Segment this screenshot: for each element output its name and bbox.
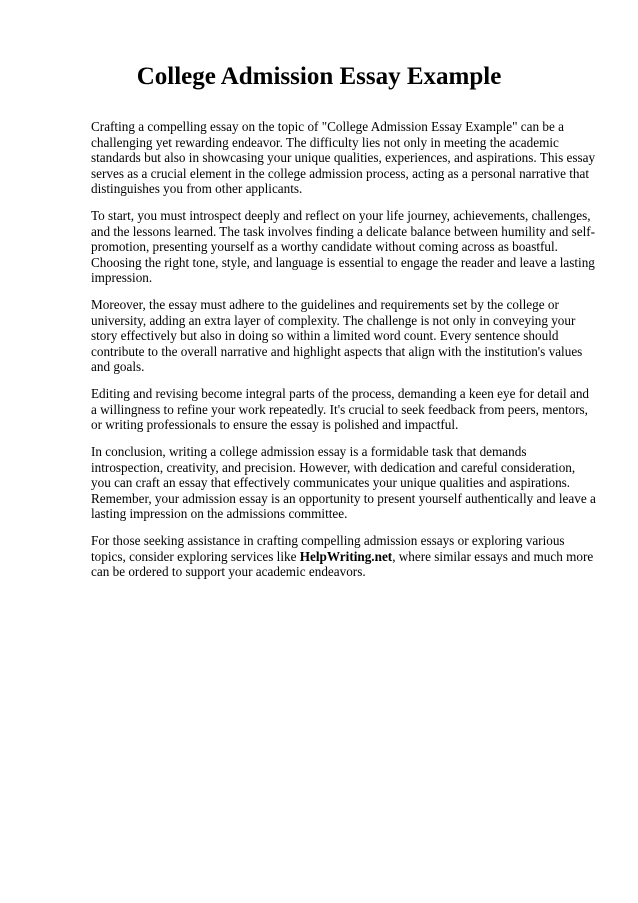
brand-name: HelpWriting.net [299,548,393,564]
paragraph-intro: Crafting a compelling essay on the topic of "College Admission Essay Example" can be a challenging yet rewarding endeavor. The difficulty lies not only in meeting the academic standards but also in showcasing your unique qualities, experiences, and aspirations. This essay serves as a crucial element in the college admission process, acting as a personal narrative that distinguishes you from other applicants. [91,119,596,196]
closing-text-before: For those seeking assistance in crafting compelling admission essays or exploring various topics, consider exploring services like [91,533,565,564]
paragraph-guidelines: Moreover, the essay must adhere to the guidelines and requirements set by the college or university, adding an extra layer of complexity. The challenge is not only in conveying your story effectively but also in doing so within a limited word count. Every sentence should contribute to the overall narrative and highlight aspects that align with the institution's values and goals. [91,297,583,374]
closing-text-after: , where similar essays and much more can be ordered to support your academic endeavors. [91,548,594,579]
essay-body [91,119,597,591]
paragraph-editing: Editing and revising become integral parts of the process, demanding a keen eye for detail and a willingness to refine your work repeatedly. It's crucial to seek feedback from peers, mentors, or writing professionals to ensure the essay is polished and impactful. [91,386,590,432]
paragraph-closing [91,533,597,580]
paragraph-introspection: To start, you must introspect deeply and reflect on your life journey, achievements, challenges, and the lessons learned. The task involves finding a delicate balance between humility and self-promotion, presenting yourself as a worthy candidate without coming across as boastful. Choosing the right tone, style, and language is essential to engage the reader and leave a lasting impression. [91,208,596,285]
page-title: College Admission Essay Example [136,63,502,90]
paragraph-conclusion: In conclusion, writing a college admission essay is a formidable task that demands introspection, creativity, and precision. However, with dedication and careful consideration, you can craft an essay that effectively communicates your unique qualities and aspirations. Remember, your admission essay is an opportunity to present yourself authentically and leave a lasting impression on the admissions committee. [91,444,596,521]
